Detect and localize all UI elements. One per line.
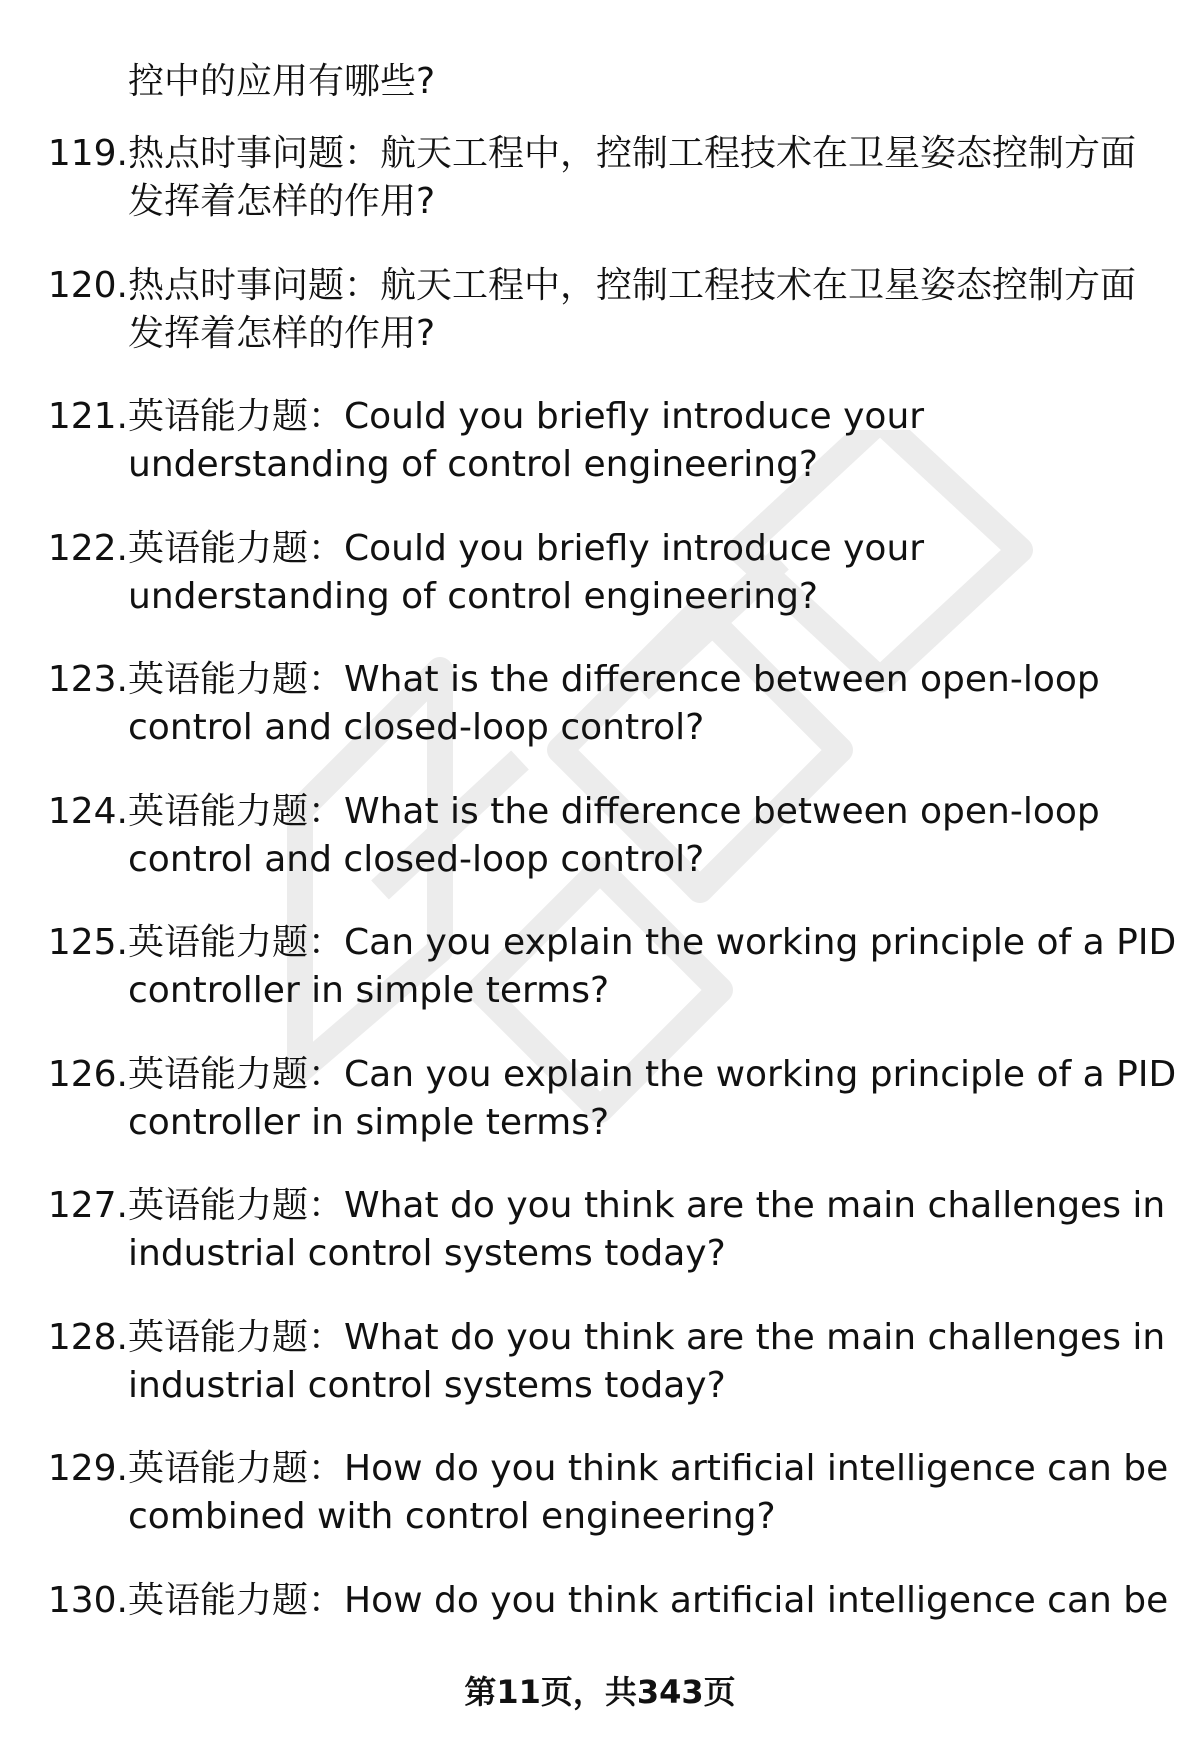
question-text: [128, 1051, 1178, 1147]
question-number: 125.: [47, 922, 128, 963]
question-text: [128, 1445, 1178, 1541]
question-text: [128, 525, 1178, 621]
question-text: [128, 1182, 1178, 1278]
question-line: 英语能力题：How do you think artificial intelligence can be: [128, 1448, 1169, 1489]
question-number: 126.: [47, 1054, 128, 1095]
question-line: controller in simple terms?: [128, 1102, 610, 1143]
question-line: industrial control systems today?: [128, 1233, 726, 1274]
question-line: industrial control systems today?: [128, 1365, 726, 1406]
page-footer: 第11页，共343页: [464, 1673, 736, 1711]
question-line: 英语能力题：Could you briefly introduce your: [128, 396, 925, 437]
question-line: 英语能力题：Could you briefly introduce your: [128, 528, 925, 569]
question-number: 121.: [47, 396, 128, 437]
question-line: control and closed-loop control?: [128, 707, 705, 748]
question-line: 热点时事问题：航天工程中，控制工程技术在卫星姿态控制方面: [128, 265, 1137, 306]
question-text: [128, 656, 1178, 752]
question-line: controller in simple terms?: [128, 970, 610, 1011]
question-line: 英语能力题：Can you explain the working principle of a PID: [128, 1054, 1177, 1095]
question-number: 122.: [47, 528, 128, 569]
question-line: 英语能力题：What is the difference between open-loop: [128, 791, 1100, 832]
question-number: 123.: [47, 659, 128, 700]
question-text: [128, 393, 1178, 489]
question-text: [128, 130, 1178, 226]
question-number: 119.: [47, 133, 128, 174]
question-line: 热点时事问题：航天工程中，控制工程技术在卫星姿态控制方面: [128, 133, 1137, 174]
continuation-text: 控中的应用有哪些?: [128, 61, 436, 102]
question-line: understanding of control engineering?: [128, 576, 819, 617]
question-line: 英语能力题：What do you think are the main challenges in: [128, 1185, 1166, 1226]
question-number: 127.: [47, 1185, 128, 1226]
question-line: combined with control engineering?: [128, 1496, 776, 1537]
question-line: 英语能力题：How do you think artificial intelligence can be: [128, 1580, 1169, 1621]
question-number: 130.: [47, 1580, 128, 1621]
question-text: [128, 919, 1178, 1015]
question-line: 英语能力题：What is the difference between open-loop: [128, 659, 1100, 700]
question-line: understanding of control engineering?: [128, 444, 819, 485]
question-number: 128.: [47, 1317, 128, 1358]
question-line: 发挥着怎样的作用?: [128, 313, 436, 354]
question-text: [128, 788, 1178, 884]
question-line: control and closed-loop control?: [128, 839, 705, 880]
question-text: [128, 262, 1178, 358]
question-number: 120.: [47, 265, 128, 306]
question-line: 英语能力题：Can you explain the working principle of a PID: [128, 922, 1177, 963]
question-line: 发挥着怎样的作用?: [128, 181, 436, 222]
question-number: 129.: [47, 1448, 128, 1489]
question-line: 英语能力题：What do you think are the main challenges in: [128, 1317, 1166, 1358]
question-text: [128, 1577, 1178, 1625]
question-number: 124.: [47, 791, 128, 832]
question-text: [128, 1314, 1178, 1410]
